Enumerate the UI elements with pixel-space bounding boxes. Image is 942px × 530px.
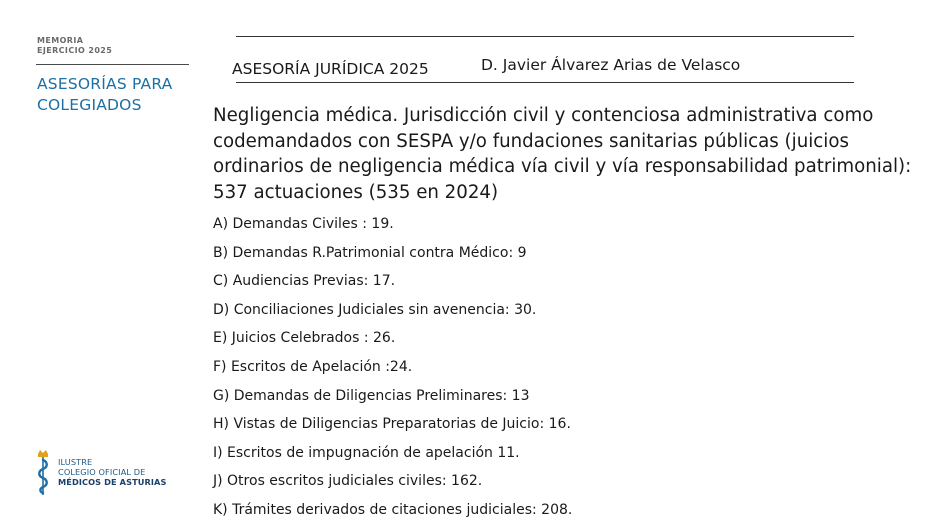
list-item: E) Juicios Celebrados : 26. [213,330,396,347]
list-item: G) Demandas de Diligencias Preliminares: 13 [213,387,530,404]
list-item: K) Trámites derivados de citaciones judiciales: 208. [213,501,573,518]
college-logo [36,448,167,496]
report-label [37,36,112,56]
header-author: D. Javier Álvarez Arias de Velasco [481,56,741,74]
list-item: D) Conciliaciones Judiciales sin avenencia: 30. [213,301,537,318]
ejercicio-label: EJERCICIO 2025 [37,46,113,55]
header-bottom-rule [236,82,854,83]
list-item: A) Demandas Civiles : 19. [213,216,394,232]
memoria-label: MEMORIA [37,36,84,45]
list-item: J) Otros escritos judiciales civiles: 162. [213,473,483,490]
logo-line-3: MÉDICOS DE ASTURIAS [58,477,167,487]
header-department: ASESORÍA JURÍDICA 2025 [232,60,429,78]
actions-list [213,210,572,525]
list-item: H) Vistas de Diligencias Preparatorias de Juicio: 16. [213,416,571,433]
page-title: Negligencia médica. Jurisdicción civil y contenciosa administrativa como codemandados con SESPA y/o fundaciones sanitarias públicas (juicios ordinarios de negligencia médica vía civil y vía responsabilidad patrimonial): 537 actuaciones (535 en 2024) [213,103,913,205]
list-item: F) Escritos de Apelación :24. [213,358,413,375]
logo-line-1: ILUSTRE [58,457,93,467]
crown-staff-emblem-icon [36,448,50,496]
list-item: I) Escritos de impugnación de apelación 11. [213,444,520,461]
list-item: C) Audiencias Previas: 17. [213,273,396,290]
sidebar-divider [36,64,189,65]
logo-line-2: COLEGIO OFICIAL DE [58,467,146,477]
header-top-rule [236,36,854,37]
logo-text [58,457,167,487]
section-title: ASESORÍAS PARA COLEGIADOS [37,75,173,114]
list-item: B) Demandas R.Patrimonial contra Médico: 9 [213,244,527,261]
